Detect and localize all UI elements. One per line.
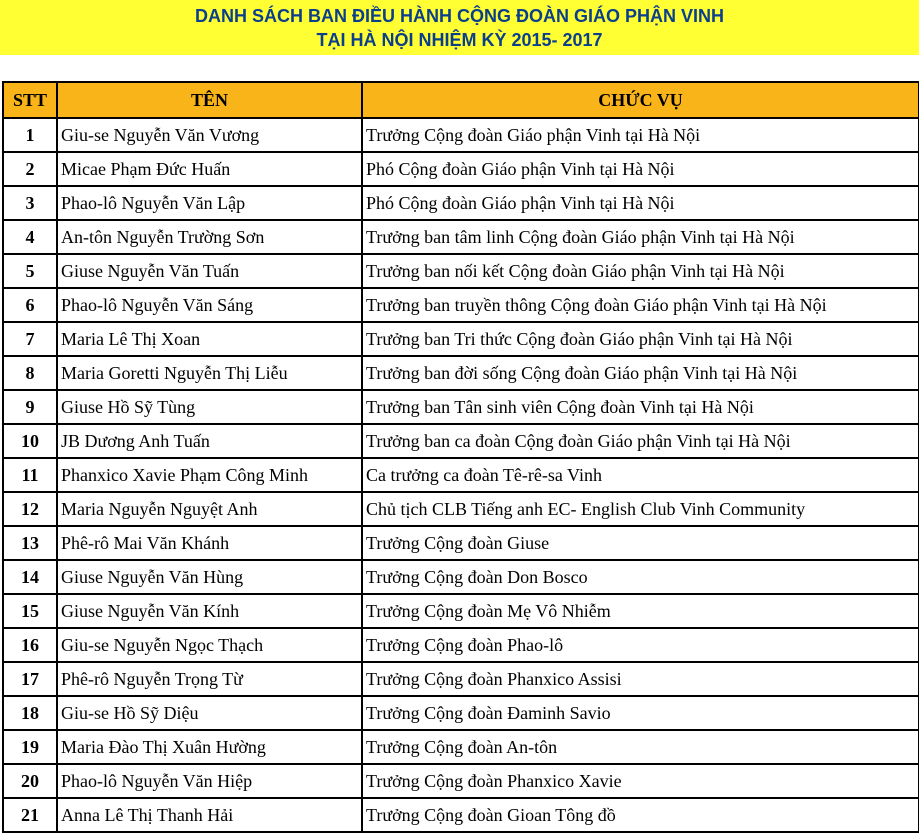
row-stt: 4	[3, 220, 57, 254]
table-row	[3, 254, 919, 288]
table-row	[3, 186, 919, 220]
row-role: Trưởng ban nối kết Cộng đoàn Giáo phận Vinh tại Hà Nội	[362, 254, 919, 288]
row-role: Trưởng Cộng đoàn Mẹ Vô Nhiễm	[362, 594, 919, 628]
row-stt: 19	[3, 730, 57, 764]
row-name: Giuse Nguyễn Văn Hùng	[57, 560, 362, 594]
row-name: Giu-se Nguyễn Ngọc Thạch	[57, 628, 362, 662]
row-role: Trưởng ban ca đoàn Cộng đoàn Giáo phận Vinh tại Hà Nội	[362, 424, 919, 458]
row-stt: 20	[3, 764, 57, 798]
table-body	[3, 118, 919, 832]
row-role: Chủ tịch CLB Tiếng anh EC- English Club Vinh Community	[362, 492, 919, 526]
table-row	[3, 798, 919, 832]
table-row	[3, 118, 919, 152]
table-row	[3, 390, 919, 424]
row-name: Giu-se Hồ Sỹ Diệu	[57, 696, 362, 730]
table-row	[3, 526, 919, 560]
row-role: Trưởng ban Tân sinh viên Cộng đoàn Vinh tại Hà Nội	[362, 390, 919, 424]
row-stt: 7	[3, 322, 57, 356]
row-role: Ca trưởng ca đoàn Tê-rê-sa Vinh	[362, 458, 919, 492]
row-role: Trưởng Cộng đoàn Don Bosco	[362, 560, 919, 594]
row-name: Maria Đào Thị Xuân Hường	[57, 730, 362, 764]
row-stt: 13	[3, 526, 57, 560]
header-stt: STT	[3, 82, 57, 118]
row-name: Phanxico Xavie Phạm Công Minh	[57, 458, 362, 492]
row-stt: 2	[3, 152, 57, 186]
row-role: Trưởng Cộng đoàn Phao-lô	[362, 628, 919, 662]
row-role: Trưởng Cộng đoàn An-tôn	[362, 730, 919, 764]
row-stt: 16	[3, 628, 57, 662]
member-table	[2, 81, 919, 833]
row-stt: 14	[3, 560, 57, 594]
row-role: Trưởng ban truyền thông Cộng đoàn Giáo phận Vinh tại Hà Nội	[362, 288, 919, 322]
table-row	[3, 730, 919, 764]
row-name: Maria Goretti Nguyễn Thị Liễu	[57, 356, 362, 390]
row-stt: 17	[3, 662, 57, 696]
table-row	[3, 356, 919, 390]
table-row	[3, 628, 919, 662]
table-row	[3, 322, 919, 356]
row-name: Giu-se Nguyễn Văn Vương	[57, 118, 362, 152]
title-line-1: DANH SÁCH BAN ĐIỀU HÀNH CỘNG ĐOÀN GIÁO PHẬN VINH	[194, 5, 724, 26]
row-stt: 9	[3, 390, 57, 424]
row-role: Phó Cộng đoàn Giáo phận Vinh tại Hà Nội	[362, 152, 919, 186]
row-name: Phao-lô Nguyễn Văn Hiệp	[57, 764, 362, 798]
row-name: Micae Phạm Đức Huấn	[57, 152, 362, 186]
row-role: Trưởng Cộng đoàn Gioan Tông đồ	[362, 798, 919, 832]
row-role: Trưởng Cộng đoàn Phanxico Xavie	[362, 764, 919, 798]
row-name: Giuse Nguyễn Văn Kính	[57, 594, 362, 628]
header-role: CHỨC VỤ	[362, 82, 919, 118]
row-name: Phê-rô Nguyễn Trọng Từ	[57, 662, 362, 696]
row-role: Trưởng Cộng đoàn Đaminh Savio	[362, 696, 919, 730]
row-name: An-tôn Nguyễn Trường Sơn	[57, 220, 362, 254]
row-stt: 18	[3, 696, 57, 730]
row-role: Phó Cộng đoàn Giáo phận Vinh tại Hà Nội	[362, 186, 919, 220]
title-banner	[0, 0, 919, 55]
row-stt: 3	[3, 186, 57, 220]
row-name: Maria Nguyễn Nguyệt Anh	[57, 492, 362, 526]
table-row	[3, 560, 919, 594]
row-role: Trưởng Cộng đoàn Giáo phận Vinh tại Hà Nội	[362, 118, 919, 152]
header-row	[3, 82, 919, 118]
row-stt: 1	[3, 118, 57, 152]
table-row	[3, 662, 919, 696]
row-name: Maria Lê Thị Xoan	[57, 322, 362, 356]
row-stt: 10	[3, 424, 57, 458]
row-name: Giuse Hồ Sỹ Tùng	[57, 390, 362, 424]
row-role: Trưởng Cộng đoàn Giuse	[362, 526, 919, 560]
row-name: Anna Lê Thị Thanh Hải	[57, 798, 362, 832]
row-stt: 11	[3, 458, 57, 492]
table-row	[3, 424, 919, 458]
row-stt: 8	[3, 356, 57, 390]
table-row	[3, 288, 919, 322]
row-name: JB Dương Anh Tuấn	[57, 424, 362, 458]
table-row	[3, 696, 919, 730]
table-row	[3, 458, 919, 492]
header-name: TÊN	[57, 82, 362, 118]
row-role: Trưởng ban Tri thức Cộng đoàn Giáo phận Vinh tại Hà Nội	[362, 322, 919, 356]
row-name: Giuse Nguyễn Văn Tuấn	[57, 254, 362, 288]
row-stt: 12	[3, 492, 57, 526]
table-row	[3, 492, 919, 526]
row-role: Trưởng ban đời sống Cộng đoàn Giáo phận Vinh tại Hà Nội	[362, 356, 919, 390]
row-role: Trưởng ban tâm linh Cộng đoàn Giáo phận Vinh tại Hà Nội	[362, 220, 919, 254]
row-stt: 6	[3, 288, 57, 322]
table-row	[3, 152, 919, 186]
row-name: Phao-lô Nguyễn Văn Lập	[57, 186, 362, 220]
row-name: Phê-rô Mai Văn Khánh	[57, 526, 362, 560]
table-row	[3, 594, 919, 628]
row-stt: 21	[3, 798, 57, 832]
row-stt: 15	[3, 594, 57, 628]
table-row	[3, 764, 919, 798]
row-stt: 5	[3, 254, 57, 288]
table-row	[3, 220, 919, 254]
title-line-2: TẠI HÀ NỘI NHIỆM KỲ 2015- 2017	[316, 29, 603, 50]
row-name: Phao-lô Nguyễn Văn Sáng	[57, 288, 362, 322]
row-role: Trưởng Cộng đoàn Phanxico Assisi	[362, 662, 919, 696]
